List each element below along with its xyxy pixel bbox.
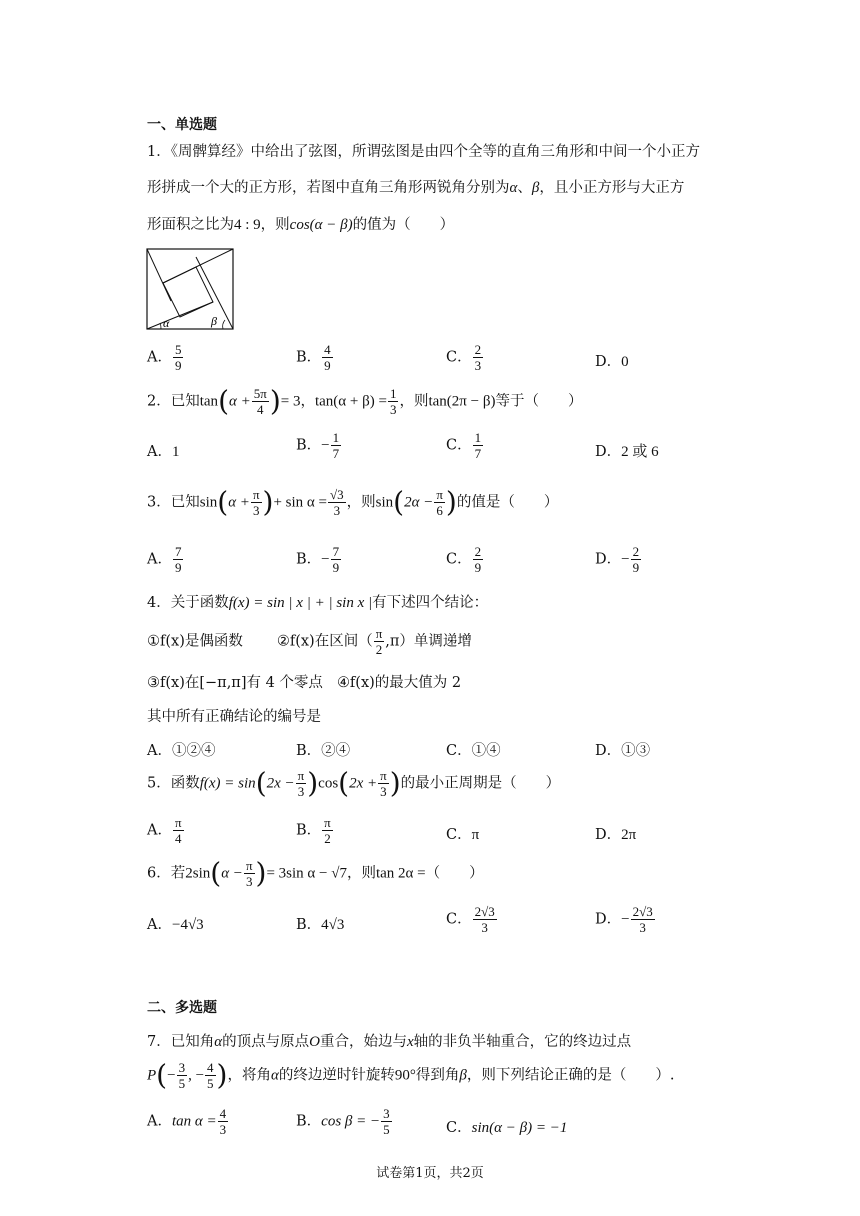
q4-option-b[interactable]: B．②④ — [296, 743, 351, 759]
q6-option-d[interactable]: D．− $\frac{2√3}{3}$ — [595, 904, 653, 935]
q5-option-c[interactable]: C．π — [446, 827, 480, 843]
q1-text-line2: 形拼成一个大的正方形，若图中直角三角形两锐角分别为α、β，且小正方形与大正方 — [147, 180, 685, 196]
q7-option-b[interactable]: B．cos β = − $\frac{3}{5}$ — [296, 1106, 390, 1137]
q2-option-a[interactable]: A．1 — [147, 444, 180, 460]
q1-text-line1: 1．《周髀算经》中给出了弦图，所谓弦图是由四个全等的直角三角形和中间一个小正方 — [147, 144, 700, 160]
q5-option-b[interactable]: B． $\frac{\pi}{2}$ — [296, 815, 331, 846]
q6-option-c[interactable]: C． $\frac{2√3}{3}$ — [446, 904, 495, 935]
q5-stem: 5．函数f(x) = sin(2x − $\frac{\pi}{3}$ )cos(2x + $\frac{\pi}{3}$ )的最小正周期是（ ） — [147, 766, 561, 800]
q4-option-c[interactable]: C．①④ — [446, 743, 501, 759]
q7-text-line1: 7．已知角α的顶点与原点O重合，始边与x轴的非负半轴重合，它的终边过点 — [147, 1034, 632, 1050]
q2-stem: 2．已知tan(α + $\frac{5\pi}{4}$ )= 3，tan(α + β) = $\frac{1}{3}$ ，则tan(2π − β)等于（ ） — [147, 384, 583, 418]
section-title-multiple-choice: 二、多选题 — [147, 1000, 217, 1016]
q2-option-d[interactable]: D．2 或 6 — [595, 444, 659, 460]
q4-conclusions-1-2: ①f(x)是偶函数 ②f(x)在区间（ $\frac{\pi}{2}$ ,π）单调递增 — [147, 626, 472, 657]
q7-option-a[interactable]: A．tan α = $\frac{4}{3}$ — [147, 1106, 227, 1137]
q5-option-a[interactable]: A． $\frac{\pi}{4}$ — [147, 815, 182, 846]
q2-option-b[interactable]: B．− $\frac{1}{7}$ — [296, 430, 340, 461]
q1-option-a[interactable]: A． $\frac{5}{9}$ — [147, 342, 182, 373]
q3-option-c[interactable]: C． $\frac{2}{9}$ — [446, 544, 482, 575]
q1-option-c[interactable]: C． $\frac{2}{3}$ — [446, 342, 482, 373]
q2-option-c[interactable]: C． $\frac{1}{7}$ — [446, 430, 482, 461]
q4-ask: 其中所有正确结论的编号是 — [147, 709, 321, 725]
fig-line-1 — [147, 249, 171, 301]
q6-option-a[interactable]: A．−4√3 — [147, 917, 204, 933]
q3-option-b[interactable]: B．− $\frac{7}{9}$ — [296, 544, 340, 575]
fig-beta-label: β — [211, 314, 217, 328]
fig-alpha-label: α — [163, 316, 170, 330]
q3-option-d[interactable]: D．− $\frac{2}{9}$ — [595, 544, 640, 575]
q6-option-b[interactable]: B．4√3 — [296, 917, 345, 933]
q4-stem: 4．关于函数f(x) = sin | x | + | sin x |有下述四个结论： — [147, 595, 489, 611]
q1-option-b[interactable]: B． $\frac{4}{9}$ — [296, 342, 331, 373]
q7-text-line2: P(− $\frac{3}{5}$ , − $\frac{4}{5}$ )，将角α的终边逆时针旋转90°得到角β，则下列结论正确的是（ ）. — [147, 1058, 675, 1092]
q7-option-c[interactable]: C．sin(α − β) = −1 — [446, 1120, 568, 1136]
q1-option-d[interactable]: D．0 — [595, 354, 629, 370]
q3-option-a[interactable]: A． $\frac{7}{9}$ — [147, 544, 182, 575]
page-footer: 试卷第1页，共2页 — [376, 1166, 484, 1181]
q4-option-a[interactable]: A．①②④ — [147, 743, 216, 759]
q1-text-line3: 形面积之比为4 : 9，则cos(α − β)的值为（ ） — [147, 217, 455, 233]
section-title-single-choice: 一、单选题 — [147, 117, 217, 133]
q4-conclusions-3-4: ③f(x)在[−π,π]有 4 个零点 ④f(x)的最大值为 2 — [147, 675, 462, 691]
q6-stem: 6．若2sin(α − $\frac{\pi}{3}$ )= 3sin α − √7，则tan 2α =（ ） — [147, 856, 484, 890]
q3-stem: 3．已知sin(α + $\frac{\pi}{3}$ )+ sin α = $\frac{√3}{3}$ ，则sin(2α − $\frac{\pi}{6}$ )的值是（ ） — [147, 485, 559, 519]
q4-option-d[interactable]: D．①③ — [595, 743, 651, 759]
q5-option-d[interactable]: D．2π — [595, 827, 637, 843]
q1-figure-string-diagram — [145, 247, 237, 333]
